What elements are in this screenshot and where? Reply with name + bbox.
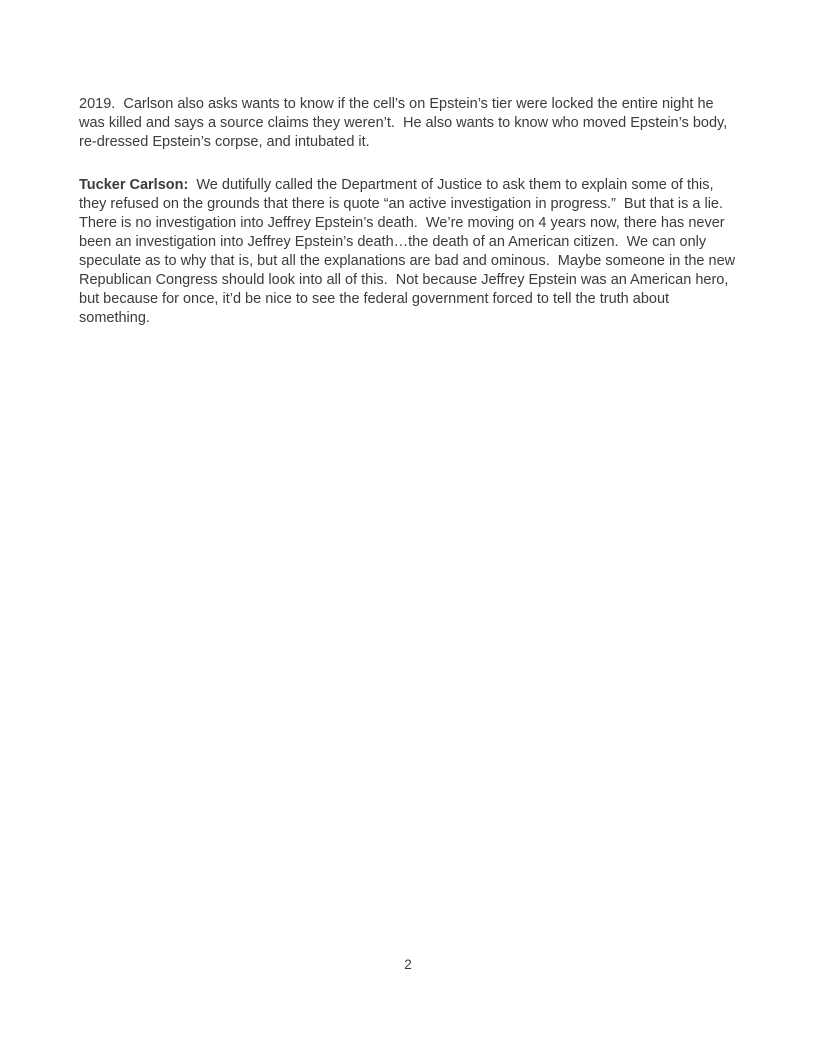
speaker-label: Tucker Carlson:: [79, 177, 189, 193]
page-footer: [0, 956, 816, 974]
page-number: 2: [404, 957, 412, 972]
paragraph-continuation-text: 2019. Carlson also asks wants to know if the cell’s on Epstein’s tier were locked the entire night he was killed and says a source claims they weren’t. He also wants to know who moved Epstein’s body, re-dressed Epstein’s corpse, and intubated it.: [79, 96, 732, 150]
document-body: [79, 95, 741, 352]
speaker-quote-text: We dutifully called the Department of Justice to ask them to explain some of this, they refused on the grounds that there is quote “an active investigation in progress.” But that is a lie. There is no investigation into Jeffrey Epstein’s death. We’re moving on 4 years now, there has never been an investigation into Jeffrey Epstein’s death…the death of an American citizen. We can only speculate as to why that is, but all the explanations are bad and ominous. Maybe someone in the new Republican Congress should look into all of this. Not because Jeffrey Epstein was an American hero, but because for once, it’d be nice to see the federal government forced to tell the truth about something.: [79, 177, 740, 326]
paragraph-continuation: [79, 95, 741, 152]
paragraph-tucker-carlson: [79, 176, 741, 328]
